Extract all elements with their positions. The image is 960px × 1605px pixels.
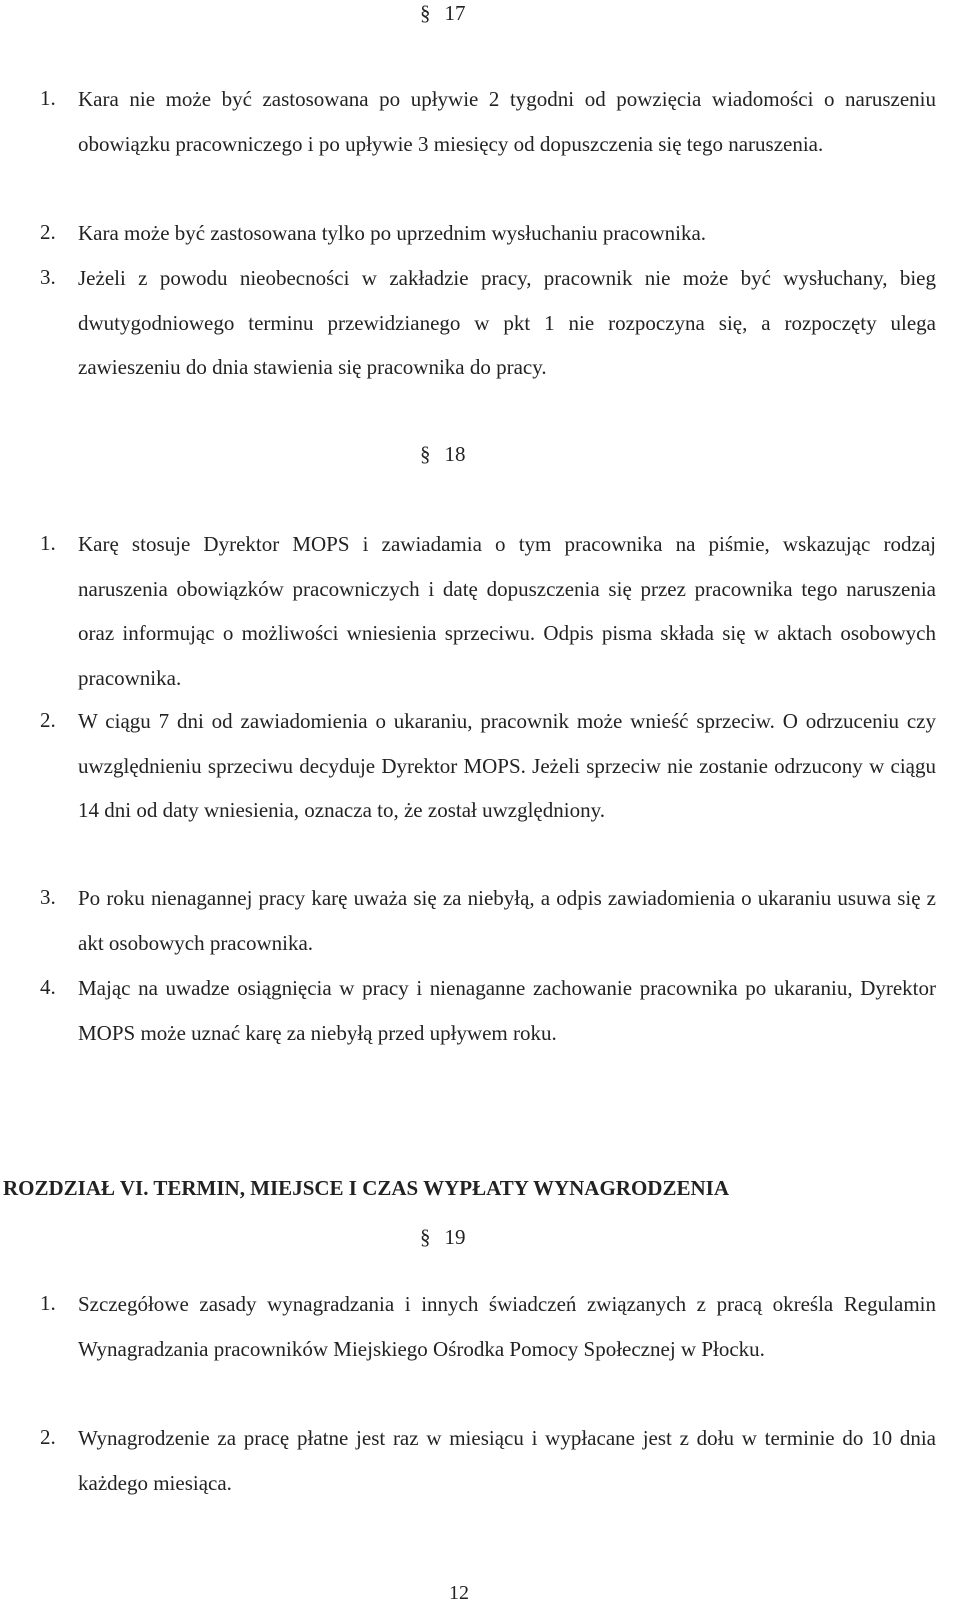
- item-text: Mając na uwadze osiągnięcia w pracy i nienaganne zachowanie pracownika po ukaraniu, Dyrektor MOPS może uznać karę za niebyłą przed upływem roku.: [78, 976, 936, 1045]
- list-item: [40, 522, 936, 700]
- section-17-heading: [420, 0, 510, 26]
- list-item: [40, 1416, 936, 1505]
- item-number: 1.: [40, 86, 56, 110]
- section-18-heading: [420, 441, 510, 467]
- item-text: Po roku nienagannej pracy karę uważa się za niebyłą, a odpis zawiadomienia o ukaraniu usuwa się z akt osobowych pracownika.: [78, 886, 936, 955]
- item-number: 1.: [40, 531, 56, 555]
- item-text: Karę stosuje Dyrektor MOPS i zawiadamia o tym pracownika na piśmie, wskazując rodzaj naruszenia obowiązków pracowniczych i datę dopuszczenia się przez pracownika tego naruszenia oraz informując o możliwości wniesienia sprzeciwu. Odpis pisma składa się w aktach osobowych pracownika.: [78, 532, 936, 690]
- section-19-heading: [420, 1224, 510, 1250]
- list-item: [40, 876, 936, 965]
- list-item: [40, 966, 936, 1055]
- item-text: Kara nie może być zastosowana po upływie 2 tygodni od powzięcia wiadomości o naruszeniu obowiązku pracowniczego i po upływie 3 miesięcy od dopuszczenia się tego naruszenia.: [78, 87, 936, 156]
- item-text: Wynagrodzenie za pracę płatne jest raz w miesiącu i wypłacane jest z dołu w terminie do 10 dnia każdego miesiąca.: [78, 1426, 936, 1495]
- page-number: 12: [449, 1582, 469, 1604]
- item-text: Jeżeli z powodu nieobecności w zakładzie pracy, pracownik nie może być wysłuchany, bieg dwutygodniowego terminu przewidzianego w pkt 1 nie rozpoczyna się, a rozpoczęty ulega zawieszeniu do dnia stawienia się pracownika do pracy.: [78, 266, 936, 379]
- section-symbol: §: [420, 1, 431, 25]
- section-symbol: §: [420, 1225, 431, 1249]
- section-number: 19: [444, 1225, 466, 1249]
- item-number: 3.: [40, 885, 56, 909]
- list-item: [40, 77, 936, 166]
- section-symbol: §: [420, 442, 431, 466]
- item-text: Szczegółowe zasady wynagradzania i innych świadczeń związanych z pracą określa Regulamin Wynagradzania pracowników Miejskiego Ośrodka Pomocy Społecznej w Płocku.: [78, 1292, 936, 1361]
- item-number: 4.: [40, 975, 56, 999]
- list-item: [40, 256, 936, 390]
- list-item: [40, 1282, 936, 1371]
- item-text: W ciągu 7 dni od zawiadomienia o ukaraniu, pracownik może wnieść sprzeciw. O odrzuceniu czy uwzględnieniu sprzeciwu decyduje Dyrektor MOPS. Jeżeli sprzeciw nie zostanie odrzucony w ciągu 14 dni od daty wniesienia, oznacza to, że został uwzględniony.: [78, 709, 936, 822]
- item-number: 2.: [40, 220, 56, 244]
- list-item: [40, 211, 936, 256]
- item-text: Kara może być zastosowana tylko po uprzednim wysłuchaniu pracownika.: [78, 221, 707, 245]
- item-number: 3.: [40, 265, 56, 289]
- item-number: 2.: [40, 1425, 56, 1449]
- section-number: 18: [444, 442, 466, 466]
- section-number: 17: [444, 1, 466, 25]
- item-number: 2.: [40, 708, 56, 732]
- chapter-heading: ROZDZIAŁ VI. TERMIN, MIEJSCE I CZAS WYPŁATY WYNAGRODZENIA: [3, 1176, 729, 1200]
- item-number: 1.: [40, 1291, 56, 1315]
- list-item: [40, 699, 936, 833]
